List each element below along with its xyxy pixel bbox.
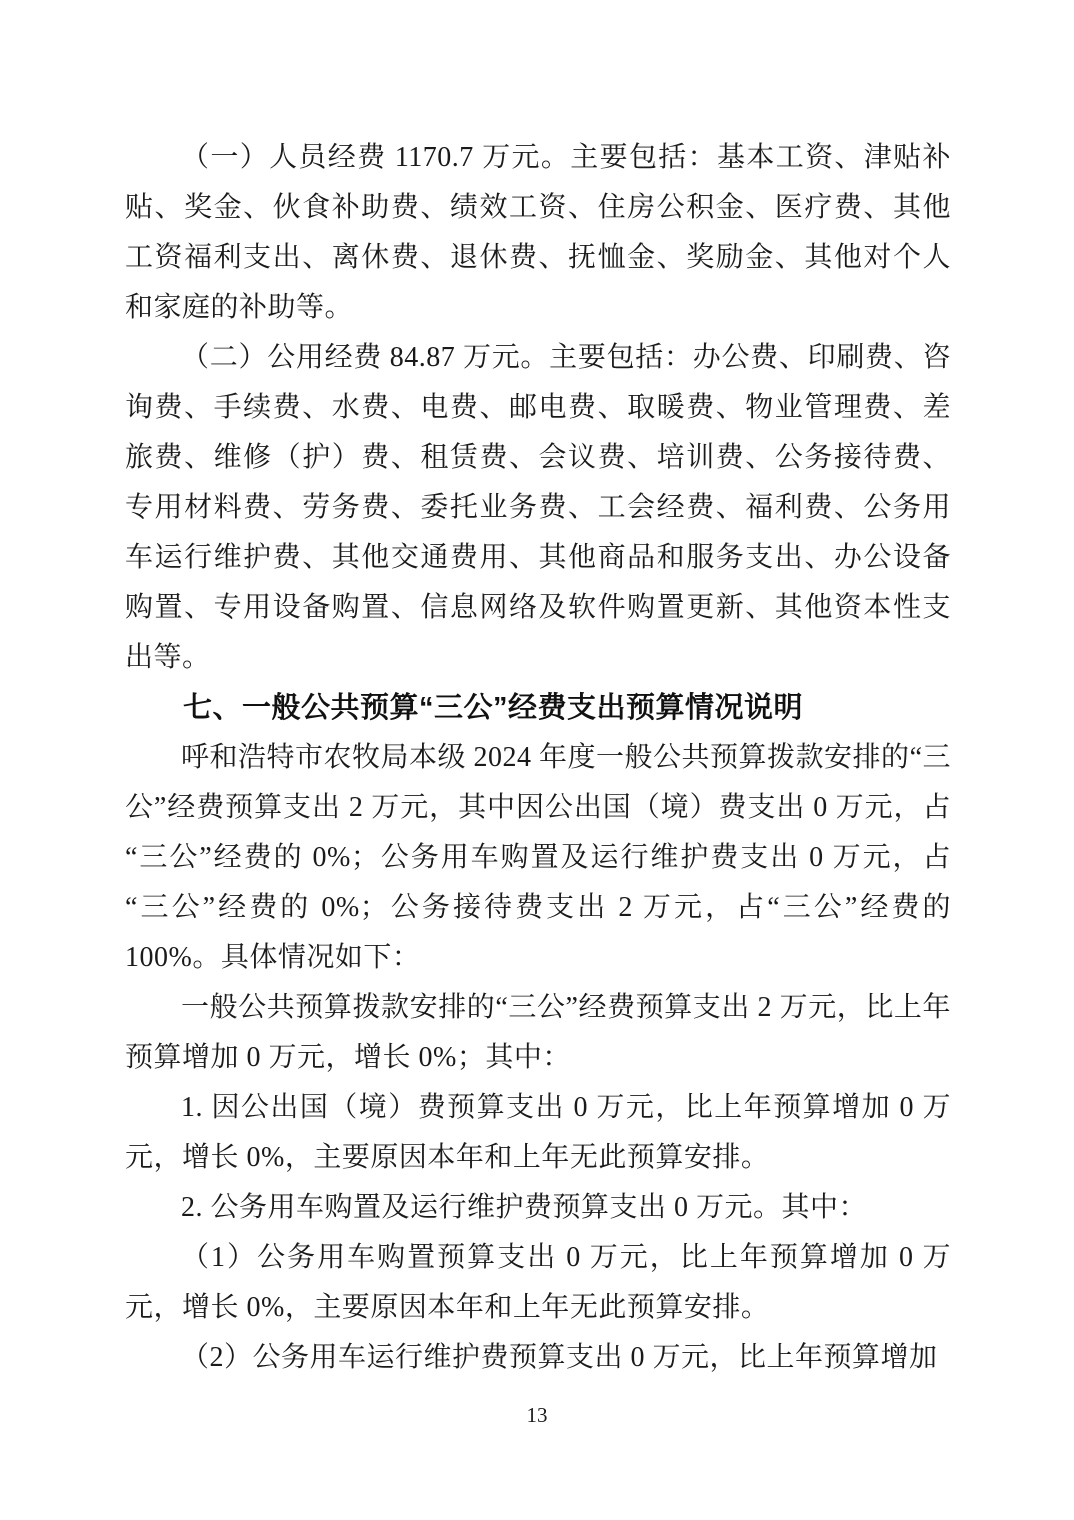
paragraph-item-2-1-vehicle-purchase: （1）公务用车购置预算支出 0 万元，比上年预算增加 0 万元，增长 0%，主要原因本年和上年无此预算安排。	[125, 1242, 951, 1323]
section-heading-three-public-expenses: 七、一般公共预算“三公”经费支出预算情况说明	[183, 692, 804, 724]
page-number: 13	[526, 1403, 548, 1427]
paragraph-personnel-funds: （一）人员经费 1170.7 万元。主要包括：基本工资、津贴补贴、奖金、伙食补助费、绩效工资、住房公积金、医疗费、其他工资福利支出、离休费、退休费、抚恤金、奖励金、其他对个人和家庭的补助等。	[125, 142, 951, 323]
paragraph-three-public-overview: 呼和浩特市农牧局本级 2024 年度一般公共预算拨款安排的“三公”经费预算支出 2 万元，其中因公出国（境）费支出 0 万元，占“三公”经费的 0%；公务用车购置及运行维护费支出 0 万元，占“三公”经费的 0%；公务接待费支出 2 万元，占“三公”经费的 100%。具体情况如下：	[125, 742, 951, 973]
paragraph-item-2-official-vehicles: 2. 公务用车购置及运行维护费预算支出 0 万元。其中：	[181, 1192, 868, 1223]
paragraph-public-utility-funds: （二）公用经费 84.87 万元。主要包括：办公费、印刷费、咨询费、手续费、水费、电费、邮电费、取暖费、物业管理费、差旅费、维修（护）费、租赁费、会议费、培训费、公务接待费、专用材料费、劳务费、委托业务费、工会经费、福利费、公务用车运行维护费、其他交通费用、其他商品和服务支出、办公设备购置、专用设备购置、信息网络及软件购置更新、其他资本性支出等。	[125, 342, 951, 673]
paragraph-item-2-2-vehicle-maintenance: （2）公务用车运行维护费预算支出 0 万元，比上年预算增加	[181, 1342, 938, 1373]
document-body	[125, 133, 951, 1383]
paragraph-three-public-total: 一般公共预算拨款安排的“三公”经费预算支出 2 万元，比上年预算增加 0 万元，增长 0%；其中：	[125, 992, 951, 1073]
paragraph-item-1-overseas-trips: 1. 因公出国（境）费预算支出 0 万元，比上年预算增加 0 万元，增长 0%，主要原因本年和上年无此预算安排。	[125, 1092, 951, 1173]
